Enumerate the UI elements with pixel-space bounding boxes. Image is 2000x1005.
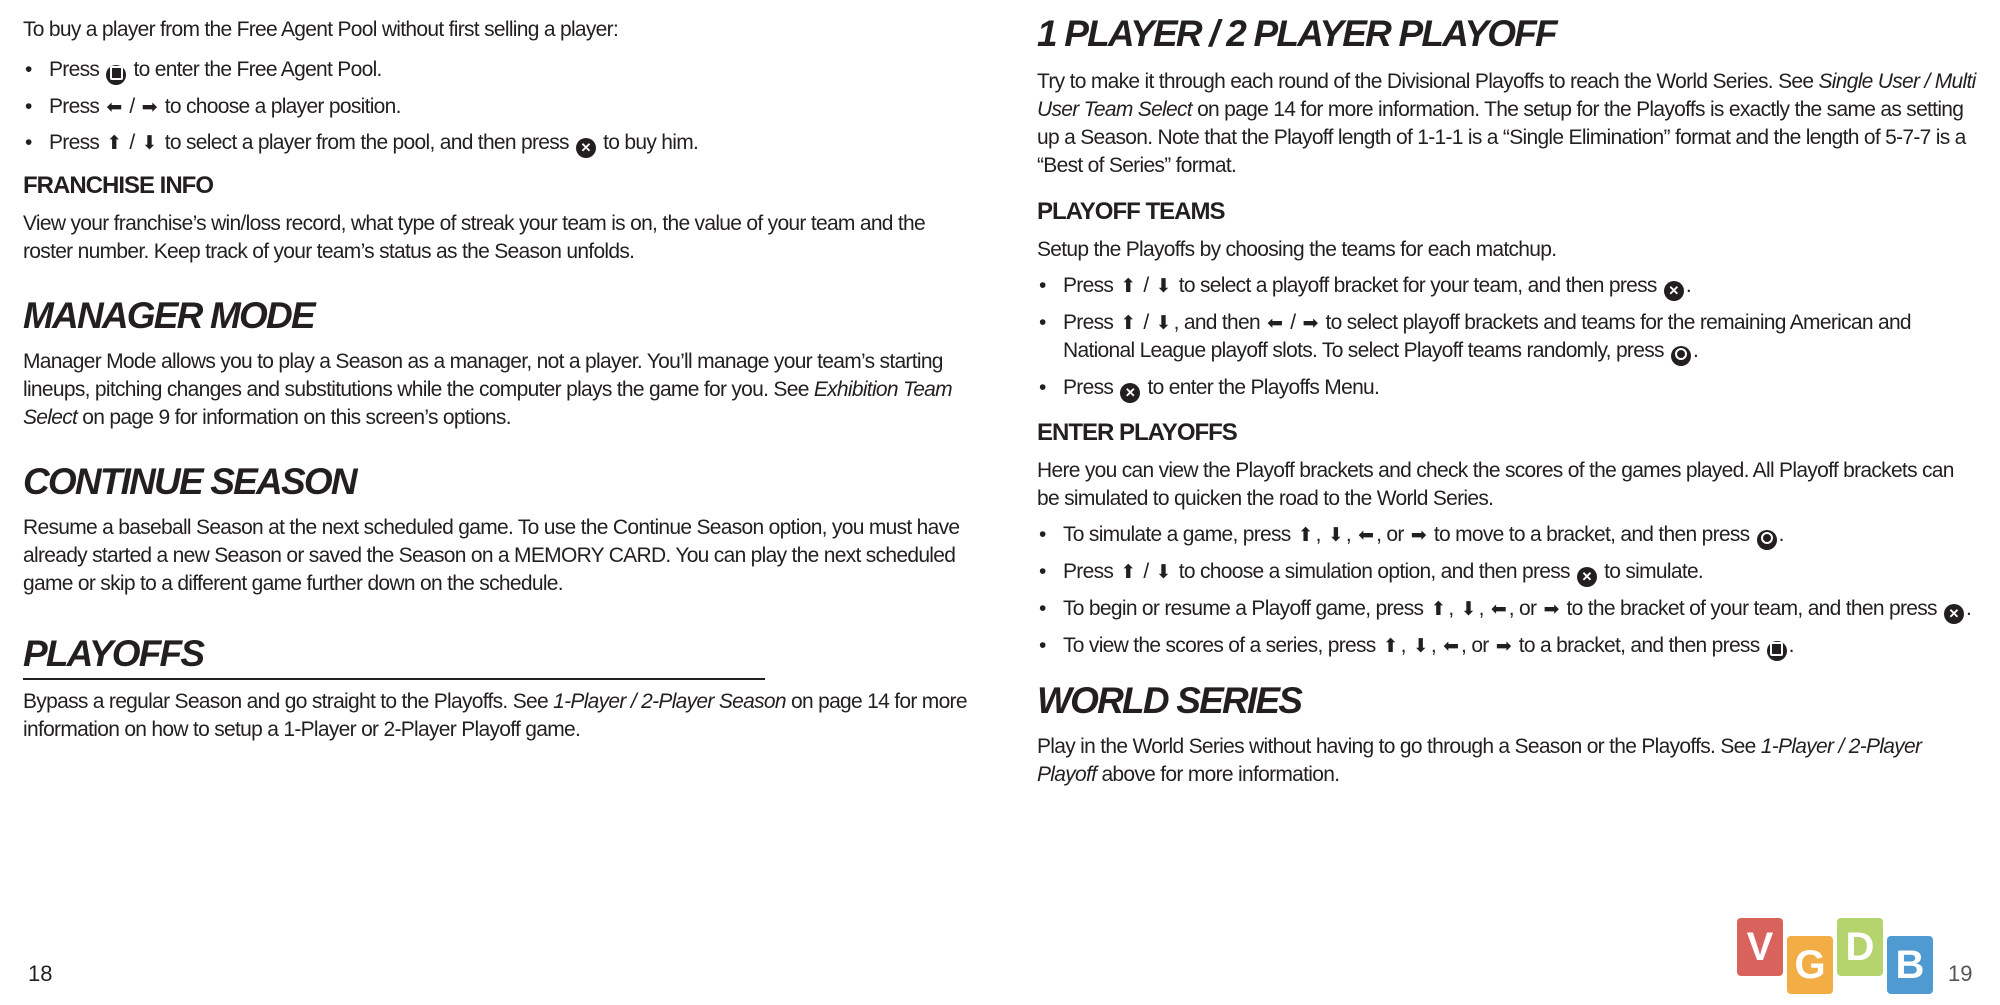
arrow-down-icon: ⬇ [1327, 524, 1344, 546]
text-run: to choose a simulation option, and then press [1173, 560, 1575, 583]
enter-playoffs-text [1037, 457, 1977, 513]
text-run: to select a playoff bracket for your team, and then press [1173, 274, 1662, 297]
playoffs-text [23, 688, 978, 744]
page-number-left: 18 [28, 961, 53, 986]
text-run: Press [49, 131, 105, 154]
text-run: Press [1063, 560, 1119, 583]
list-item [1037, 272, 1977, 301]
text-run: Resume a baseball Season at the next scheduled game. To use the Continue Season option, you must have already started a new Season or saved the Season on a MEMORY CARD. You can play the next scheduled game or skip to a different game further down on the schedule. [23, 516, 960, 595]
text-run: on page 14 for more information on how to setup a 1-Player or 2-Player Playoff game. [23, 690, 967, 741]
text-run: Play in the World Series without having to go through a Season or the Playoffs. See [1037, 735, 1761, 758]
text-run: / [1138, 274, 1154, 297]
arrow-left-icon: ⬅ [1358, 524, 1375, 546]
list-item [23, 129, 978, 158]
text-run: Press [49, 58, 105, 81]
text-run: / [1138, 560, 1154, 583]
text-run: to move to a bracket, and then press [1428, 523, 1755, 546]
cross-button-icon: ✕ [1577, 567, 1597, 587]
text-run: / [124, 131, 140, 154]
italic-reference: Single User / Multi User Team Select [1037, 70, 1976, 121]
text-run: to enter the Free Agent Pool. [128, 58, 382, 81]
logo-tile: G [1787, 936, 1833, 994]
world-series-heading: WORLD SERIES [1037, 680, 1302, 721]
enter-playoffs-heading: ENTER PLAYOFFS [1037, 419, 1237, 446]
cross-button-icon: ✕ [1944, 604, 1964, 624]
list-item [1037, 558, 1977, 587]
cross-button-icon: ✕ [1120, 383, 1140, 403]
text-run: Press [1063, 274, 1119, 297]
text-run: . [1778, 523, 1784, 546]
text-run: . [1692, 339, 1699, 362]
list-item [1037, 632, 1977, 661]
list-item [23, 93, 978, 121]
text-run: To simulate a game, press [1063, 523, 1296, 546]
playoff-teams-bullets [1037, 272, 1977, 403]
text-run: , [1315, 523, 1326, 546]
continue-season-heading: CONTINUE SEASON [23, 461, 356, 502]
text-run: on page 9 for information on this screen’s options. [77, 406, 511, 429]
text-run: Press [1063, 311, 1119, 334]
text-run: to select a player from the pool, and then press [159, 131, 574, 154]
playoffs-heading-rule [23, 678, 765, 680]
circle-button-icon [1757, 530, 1777, 550]
arrow-up-icon: ⬆ [1120, 275, 1137, 297]
text-run: , [1345, 523, 1357, 546]
playoffs-heading: PLAYOFFS [23, 633, 204, 674]
arrow-down-icon: ⬇ [1155, 312, 1172, 334]
arrow-left-icon: ⬅ [1490, 598, 1507, 620]
text-run: Manager Mode allows you to play a Season as a manager, not a player. You’ll manage your team’s starting lineups, pitching changes and substitutions while the computer plays the game for you. See [23, 350, 943, 401]
text-run: , or [1376, 523, 1409, 546]
manager-mode-text [23, 348, 978, 432]
text-run: to choose a player position. [159, 95, 401, 118]
arrow-left-icon: ⬅ [106, 96, 123, 118]
arrow-up-icon: ⬆ [1297, 524, 1314, 546]
arrow-up-icon: ⬆ [1382, 635, 1399, 657]
italic-reference: 1-Player / 2-Player Playoff [1037, 735, 1922, 786]
text-run: to enter the Playoffs Menu. [1142, 376, 1380, 399]
arrow-right-icon: ➡ [141, 96, 158, 118]
arrow-down-icon: ⬇ [141, 132, 158, 154]
text-run: / [1138, 311, 1154, 334]
square-button-icon [106, 65, 126, 85]
text-run: , [1430, 634, 1442, 657]
arrow-right-icon: ➡ [1543, 598, 1560, 620]
logo-tile: B [1887, 936, 1933, 994]
arrow-left-icon: ⬅ [1443, 635, 1460, 657]
text-run: To view the scores of a series, press [1063, 634, 1381, 657]
arrow-up-icon: ⬆ [1120, 561, 1137, 583]
text-run: To buy a player from the Free Agent Pool without first selling a player: [23, 18, 619, 41]
vgdb-watermark-logo [1735, 918, 1935, 998]
list-item [1037, 374, 1977, 403]
square-button-icon [1767, 641, 1787, 661]
text-run: Try to make it through each round of the Divisional Playoffs to reach the World Series. See [1037, 70, 1819, 93]
arrow-down-icon: ⬇ [1155, 561, 1172, 583]
franchise-info-text [23, 210, 978, 266]
text-run: Setup the Playoffs by choosing the teams for each matchup. [1037, 238, 1557, 261]
text-run: View your franchise’s win/loss record, what type of streak your team is on, the value of your team and the roster number. Keep track of your team’s status as the Season unfolds. [23, 212, 926, 263]
left-page-column [23, 16, 978, 744]
text-run: to select playoff brackets and teams for the remaining American and National League playoff slots. To select Playoff teams randomly, press [1063, 311, 1911, 362]
playoff-mode-heading: 1 PLAYER / 2 PLAYER PLAYOFF [1037, 13, 1556, 54]
text-run: / [124, 95, 140, 118]
arrow-down-icon: ⬇ [1412, 635, 1429, 657]
text-run: . [1788, 634, 1794, 657]
italic-reference: 1-Player / 2-Player Season [553, 690, 786, 713]
list-item [1037, 521, 1977, 550]
list-item [1037, 595, 1977, 624]
world-series-text [1037, 733, 1977, 789]
arrow-right-icon: ➡ [1302, 312, 1319, 334]
text-run: , [1400, 634, 1411, 657]
text-run: on page 14 for more information. The setup for the Playoffs is exactly the same as setting up a Season. Note that the Playoff length of 1-1-1 is a “Single Elimination” format and the length of 5-7-7 is a “Best of Series” format. [1037, 98, 1966, 177]
circle-button-icon [1671, 346, 1691, 366]
text-run: Bypass a regular Season and go straight to the Playoffs. See [23, 690, 554, 713]
arrow-down-icon: ⬇ [1460, 598, 1477, 620]
arrow-up-icon: ⬆ [106, 132, 123, 154]
text-run: . [1965, 597, 1972, 620]
arrow-down-icon: ⬇ [1155, 275, 1172, 297]
franchise-info-heading: FRANCHISE INFO [23, 172, 213, 199]
page-number-right: 19 [1948, 961, 1973, 986]
text-run: / [1285, 311, 1301, 334]
right-page-column [1037, 14, 1977, 789]
arrow-right-icon: ➡ [1495, 635, 1512, 657]
text-run: . [1685, 274, 1691, 297]
playoff-teams-text [1037, 236, 1977, 264]
continue-season-text [23, 514, 978, 598]
text-run: to buy him. [598, 131, 699, 154]
italic-reference: Exhibition Team Select [23, 378, 952, 429]
text-run: , or [1461, 634, 1494, 657]
logo-tile: V [1737, 918, 1783, 976]
cross-button-icon: ✕ [576, 138, 596, 158]
text-run: Press [1063, 376, 1119, 399]
free-agent-bullets [23, 56, 978, 158]
text-run: , and then [1173, 311, 1266, 334]
arrow-up-icon: ⬆ [1120, 312, 1137, 334]
text-run: to the bracket of your team, and then press [1561, 597, 1942, 620]
cross-button-icon: ✕ [1664, 281, 1684, 301]
list-item [23, 56, 978, 85]
arrow-right-icon: ➡ [1410, 524, 1427, 546]
playoff-mode-text [1037, 68, 1977, 180]
text-run: Here you can view the Playoff brackets and check the scores of the games played. All Playoff brackets can be simulated to quicken the road to the World Series. [1037, 459, 1954, 510]
arrow-left-icon: ⬅ [1267, 312, 1284, 334]
manager-mode-heading: MANAGER MODE [23, 295, 314, 336]
text-run: , or [1508, 597, 1542, 620]
enter-playoffs-bullets [1037, 521, 1977, 661]
logo-tile: D [1837, 918, 1883, 976]
text-run: above for more information. [1096, 763, 1340, 786]
text-run: , [1448, 597, 1459, 620]
arrow-up-icon: ⬆ [1430, 598, 1447, 620]
free-agent-intro [23, 16, 978, 44]
list-item [1037, 309, 1977, 366]
text-run: , [1478, 597, 1489, 620]
text-run: Press [49, 95, 105, 118]
text-run: to simulate. [1598, 560, 1704, 583]
text-run: To begin or resume a Playoff game, press [1063, 597, 1429, 620]
text-run: to a bracket, and then press [1513, 634, 1765, 657]
playoff-teams-heading: PLAYOFF TEAMS [1037, 198, 1225, 225]
